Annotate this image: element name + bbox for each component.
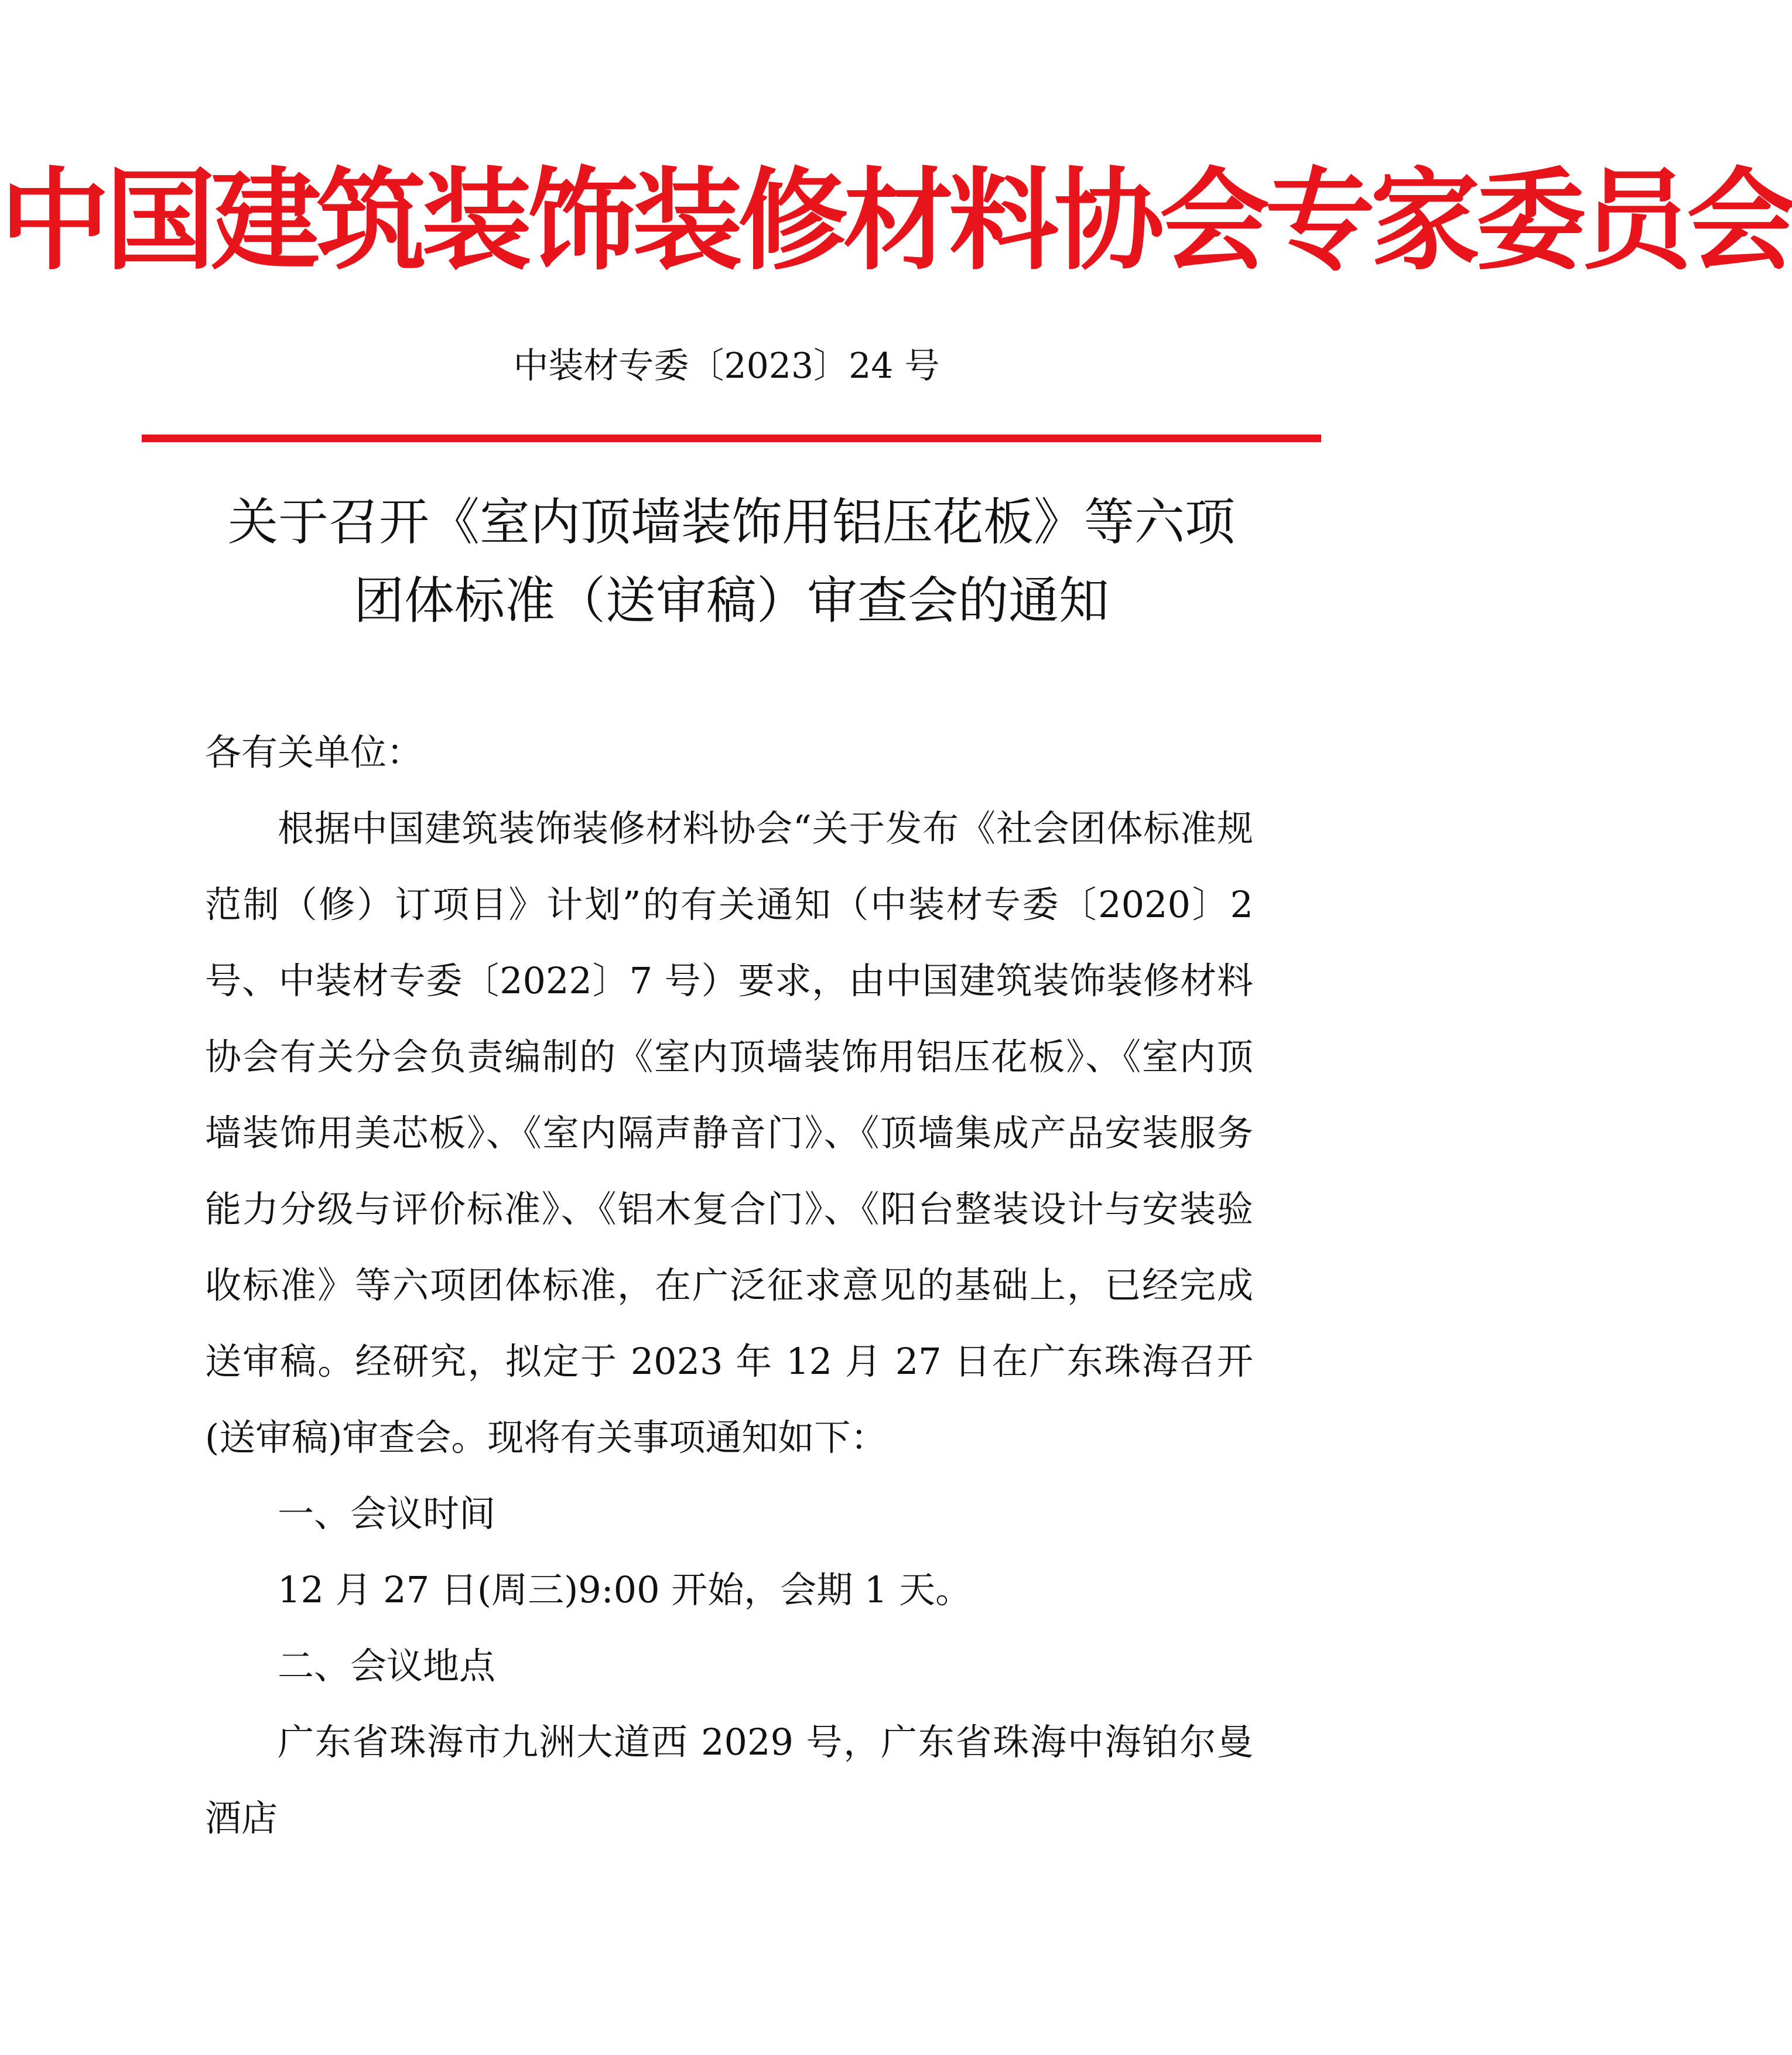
- organization-header: 中国建筑装饰装修材料协会专家委员会: [0, 157, 1792, 285]
- notice-title-line-2: 团体标准（送审稿）审查会的通知: [354, 572, 1109, 630]
- meeting-time-text: 12 月 27 日(周三)9:00 开始，会期 1 天。: [278, 1568, 972, 1611]
- section-heading-meeting-location: 二、会议地点: [278, 1644, 496, 1687]
- notice-title-line-1: 关于召开《室内顶墙装饰用铝压花板》等六项: [228, 493, 1235, 552]
- notice-body: [205, 714, 1253, 1856]
- notice-title: [142, 483, 1321, 640]
- section-heading-meeting-time: 一、会议时间: [278, 1492, 496, 1535]
- intro-paragraph: 根据中国建筑装饰装修材料协会“关于发布《社会团体标准规范制（修）订项目》计划”的有关通知（中装材专委〔2020〕2 号、中装材专委〔2022〕7 号）要求，由中国建筑装饰装修材料协会有关分会负责编制的《室内顶墙装饰用铝压花板》、《室内顶墙装饰用美芯板》、《室内隔声静音门》、《顶墙集成产品安装服务能力分级与评价标准》、《铝木复合门》、《阳台整装设计与安装验收标准》等六项团体标准，在广泛征求意见的基础上，已经完成送审稿。经研究，拟定于 2023 年 12 月 27 日在广东珠海召开(送审稿)审查会。现将有关事项通知如下：: [205, 807, 1253, 1459]
- salutation: 各有关单位：: [205, 731, 423, 774]
- document-number: 中装材专委〔2023〕24 号: [513, 346, 940, 387]
- red-divider-line: [142, 435, 1321, 442]
- meeting-location-text: 广东省珠海市九洲大道西 2029 号，广东省珠海中海铂尔曼酒店: [205, 1721, 1253, 1839]
